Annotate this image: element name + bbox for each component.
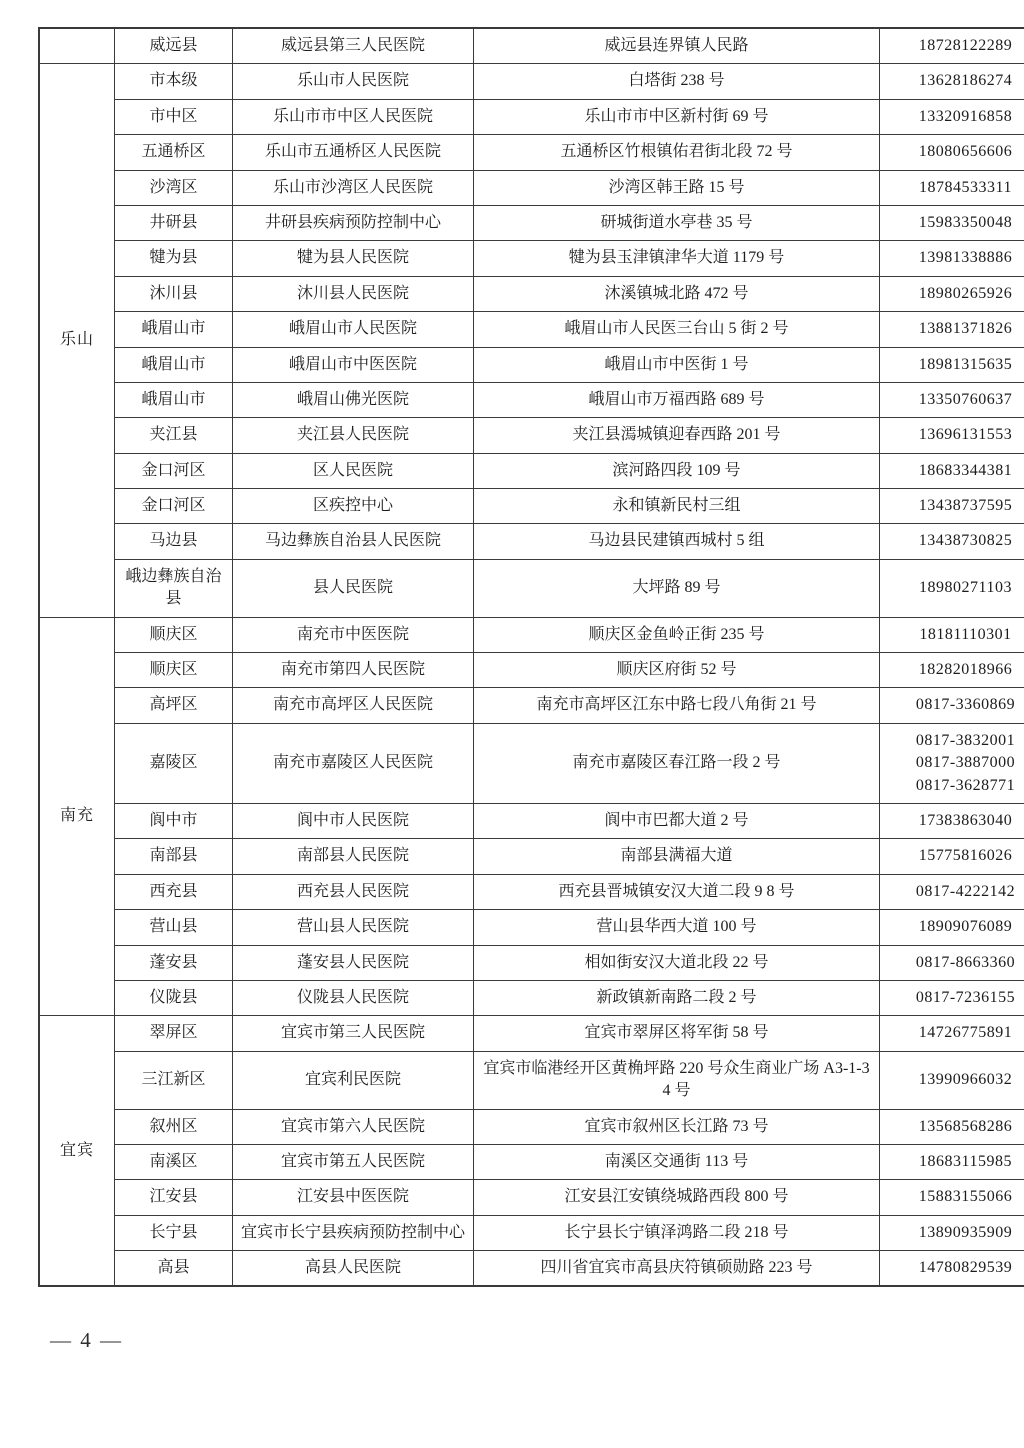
phone-number: 18282018966 bbox=[918, 661, 1013, 679]
table-row bbox=[39, 170, 1024, 205]
district-cell: 三江新区 bbox=[115, 1051, 233, 1109]
facility-cell: 宜宾市第三人民医院 bbox=[233, 1016, 474, 1051]
table-row bbox=[39, 64, 1024, 99]
phone-cell bbox=[880, 524, 1024, 559]
facility-cell: 乐山市沙湾区人民医院 bbox=[233, 170, 474, 205]
phone-cell bbox=[880, 205, 1024, 240]
phone-number: 0817-7236155 bbox=[915, 988, 1016, 1006]
district-cell: 南溪区 bbox=[115, 1144, 233, 1179]
district-cell: 翠屏区 bbox=[115, 1016, 233, 1051]
address-cell: 研城街道水亭巷 35 号 bbox=[474, 205, 880, 240]
phone-number: 18981315635 bbox=[918, 355, 1013, 373]
facility-cell: 乐山市市中区人民医院 bbox=[233, 99, 474, 134]
facility-table bbox=[38, 27, 1024, 1287]
facility-cell: 宜宾利民医院 bbox=[233, 1051, 474, 1109]
phone-number: 15775816026 bbox=[918, 847, 1013, 865]
address-cell: 大坪路 89 号 bbox=[474, 559, 880, 617]
phone-number: 15883155066 bbox=[918, 1188, 1013, 1206]
phone-cell bbox=[880, 803, 1024, 838]
district-cell: 叙州区 bbox=[115, 1109, 233, 1144]
district-cell: 嘉陵区 bbox=[115, 723, 233, 803]
address-cell: 犍为县玉津镇津华大道 1179 号 bbox=[474, 241, 880, 276]
table-row bbox=[39, 1109, 1024, 1144]
district-cell: 顺庆区 bbox=[115, 617, 233, 652]
phone-cell bbox=[880, 170, 1024, 205]
district-cell: 南部县 bbox=[115, 839, 233, 874]
phone-number: 13438730825 bbox=[918, 532, 1013, 550]
address-cell: 宜宾市叙州区长江路 73 号 bbox=[474, 1109, 880, 1144]
district-cell: 金口河区 bbox=[115, 453, 233, 488]
address-cell: 滨河路四段 109 号 bbox=[474, 453, 880, 488]
region-cell: 宜宾 bbox=[39, 1016, 115, 1287]
phone-cell bbox=[880, 910, 1024, 945]
table-row bbox=[39, 803, 1024, 838]
phone-cell bbox=[880, 382, 1024, 417]
phone-number: 13696131553 bbox=[918, 426, 1013, 444]
phone-cell bbox=[880, 312, 1024, 347]
address-cell: 南部县满福大道 bbox=[474, 839, 880, 874]
address-cell: 宜宾市翠屏区将军街 58 号 bbox=[474, 1016, 880, 1051]
region-cell: 南充 bbox=[39, 617, 115, 1016]
phone-number: 0817-8663360 bbox=[915, 953, 1016, 971]
district-cell: 威远县 bbox=[115, 28, 233, 64]
facility-cell: 南充市第四人民医院 bbox=[233, 653, 474, 688]
facility-cell: 西充县人民医院 bbox=[233, 874, 474, 909]
phone-cell bbox=[880, 489, 1024, 524]
table-row bbox=[39, 617, 1024, 652]
address-cell: 营山县华西大道 100 号 bbox=[474, 910, 880, 945]
address-cell: 乐山市市中区新村街 69 号 bbox=[474, 99, 880, 134]
district-cell: 峨眉山市 bbox=[115, 382, 233, 417]
address-cell: 顺庆区金鱼岭正街 235 号 bbox=[474, 617, 880, 652]
facility-cell: 夹江县人民医院 bbox=[233, 418, 474, 453]
phone-cell bbox=[880, 1144, 1024, 1179]
address-cell: 夹江县漹城镇迎春西路 201 号 bbox=[474, 418, 880, 453]
table-row bbox=[39, 418, 1024, 453]
phone-number: 0817-3832001 bbox=[915, 731, 1016, 749]
phone-cell bbox=[880, 1215, 1024, 1250]
phone-cell bbox=[880, 99, 1024, 134]
phone-number: 18980265926 bbox=[918, 284, 1013, 302]
phone-cell bbox=[880, 276, 1024, 311]
table-row bbox=[39, 1215, 1024, 1250]
address-cell: 南充市嘉陵区春江路一段 2 号 bbox=[474, 723, 880, 803]
phone-number: 0817-4222142 bbox=[915, 882, 1016, 900]
address-cell: 峨眉山市人民医三台山 5 街 2 号 bbox=[474, 312, 880, 347]
table-row bbox=[39, 312, 1024, 347]
region-cell: 乐山 bbox=[39, 64, 115, 617]
address-cell: 沐溪镇城北路 472 号 bbox=[474, 276, 880, 311]
district-cell: 犍为县 bbox=[115, 241, 233, 276]
table-row bbox=[39, 1144, 1024, 1179]
phone-cell bbox=[880, 723, 1024, 803]
phone-cell bbox=[880, 559, 1024, 617]
phone-number: 13890935909 bbox=[918, 1223, 1013, 1241]
district-cell: 营山县 bbox=[115, 910, 233, 945]
district-cell: 蓬安县 bbox=[115, 945, 233, 980]
district-cell: 西充县 bbox=[115, 874, 233, 909]
facility-cell: 乐山市五通桥区人民医院 bbox=[233, 135, 474, 170]
district-cell: 顺庆区 bbox=[115, 653, 233, 688]
phone-number: 13981338886 bbox=[918, 249, 1013, 267]
phone-number: 14726775891 bbox=[918, 1024, 1013, 1042]
address-cell: 威远县连界镇人民路 bbox=[474, 28, 880, 64]
phone-cell bbox=[880, 688, 1024, 723]
phone-number: 15983350048 bbox=[918, 213, 1013, 231]
table-row bbox=[39, 688, 1024, 723]
phone-cell bbox=[880, 241, 1024, 276]
phone-number: 18909076089 bbox=[918, 918, 1013, 936]
address-cell: 西充县晋城镇安汉大道二段 9 8 号 bbox=[474, 874, 880, 909]
phone-number: 18080656606 bbox=[918, 143, 1013, 161]
phone-number: 13320916858 bbox=[918, 107, 1013, 125]
district-cell: 阆中市 bbox=[115, 803, 233, 838]
facility-cell: 犍为县人民医院 bbox=[233, 241, 474, 276]
table-row bbox=[39, 1180, 1024, 1215]
table-row bbox=[39, 945, 1024, 980]
facility-cell: 南充市嘉陵区人民医院 bbox=[233, 723, 474, 803]
phone-cell bbox=[880, 980, 1024, 1015]
phone-number: 18728122289 bbox=[918, 37, 1013, 54]
district-cell: 市本级 bbox=[115, 64, 233, 99]
phone-cell bbox=[880, 347, 1024, 382]
table-row bbox=[39, 28, 1024, 64]
district-cell: 仪陇县 bbox=[115, 980, 233, 1015]
table-row bbox=[39, 1051, 1024, 1109]
address-cell: 永和镇新民村三组 bbox=[474, 489, 880, 524]
facility-cell: 江安县中医医院 bbox=[233, 1180, 474, 1215]
table-row bbox=[39, 839, 1024, 874]
table-row bbox=[39, 874, 1024, 909]
facility-cell: 南充市高坪区人民医院 bbox=[233, 688, 474, 723]
phone-cell bbox=[880, 1251, 1024, 1287]
address-cell: 阆中市巴都大道 2 号 bbox=[474, 803, 880, 838]
address-cell: 马边县民建镇西城村 5 组 bbox=[474, 524, 880, 559]
facility-cell: 阆中市人民医院 bbox=[233, 803, 474, 838]
address-cell: 四川省宜宾市高县庆符镇硕勋路 223 号 bbox=[474, 1251, 880, 1287]
phone-number: 18784533311 bbox=[919, 178, 1012, 196]
district-cell: 马边县 bbox=[115, 524, 233, 559]
address-cell: 新政镇新南路二段 2 号 bbox=[474, 980, 880, 1015]
phone-number: 13990966032 bbox=[918, 1070, 1013, 1088]
district-cell: 井研县 bbox=[115, 205, 233, 240]
address-cell: 沙湾区韩王路 15 号 bbox=[474, 170, 880, 205]
facility-cell: 营山县人民医院 bbox=[233, 910, 474, 945]
table-row bbox=[39, 559, 1024, 617]
table-row bbox=[39, 1016, 1024, 1051]
district-cell: 沐川县 bbox=[115, 276, 233, 311]
phone-number: 0817-3628771 bbox=[915, 776, 1016, 794]
phone-cell bbox=[880, 617, 1024, 652]
district-cell: 五通桥区 bbox=[115, 135, 233, 170]
district-cell: 长宁县 bbox=[115, 1215, 233, 1250]
district-cell: 市中区 bbox=[115, 99, 233, 134]
phone-number: 18980271103 bbox=[919, 579, 1012, 597]
facility-cell: 区人民医院 bbox=[233, 453, 474, 488]
facility-cell: 县人民医院 bbox=[233, 559, 474, 617]
region-cell bbox=[39, 28, 115, 64]
table-row bbox=[39, 489, 1024, 524]
phone-number: 13350760637 bbox=[918, 390, 1013, 408]
facility-cell: 沐川县人民医院 bbox=[233, 276, 474, 311]
table-row bbox=[39, 276, 1024, 311]
address-cell: 峨眉山市万福西路 689 号 bbox=[474, 382, 880, 417]
table-row bbox=[39, 205, 1024, 240]
table-row bbox=[39, 241, 1024, 276]
phone-cell bbox=[880, 28, 1024, 64]
facility-table-body bbox=[39, 28, 1024, 1286]
phone-number: 13568568286 bbox=[918, 1117, 1013, 1135]
facility-cell: 宜宾市第五人民医院 bbox=[233, 1144, 474, 1179]
table-row bbox=[39, 524, 1024, 559]
phone-number: 18683344381 bbox=[918, 461, 1013, 479]
district-cell: 高县 bbox=[115, 1251, 233, 1287]
phone-cell bbox=[880, 874, 1024, 909]
facility-cell: 区疾控中心 bbox=[233, 489, 474, 524]
phone-cell bbox=[880, 1109, 1024, 1144]
phone-number: 0817-3887000 bbox=[915, 754, 1016, 772]
district-cell: 峨眉山市 bbox=[115, 312, 233, 347]
facility-cell: 乐山市人民医院 bbox=[233, 64, 474, 99]
district-cell: 高坪区 bbox=[115, 688, 233, 723]
table-row bbox=[39, 1251, 1024, 1287]
district-cell: 江安县 bbox=[115, 1180, 233, 1215]
phone-number: 13438737595 bbox=[918, 497, 1013, 515]
phone-cell bbox=[880, 653, 1024, 688]
facility-cell: 高县人民医院 bbox=[233, 1251, 474, 1287]
table-row bbox=[39, 453, 1024, 488]
phone-number: 18181110301 bbox=[919, 625, 1012, 643]
address-cell: 江安县江安镇绕城路西段 800 号 bbox=[474, 1180, 880, 1215]
district-cell: 夹江县 bbox=[115, 418, 233, 453]
facility-cell: 仪陇县人民医院 bbox=[233, 980, 474, 1015]
facility-cell: 蓬安县人民医院 bbox=[233, 945, 474, 980]
phone-cell bbox=[880, 1180, 1024, 1215]
facility-cell: 宜宾市第六人民医院 bbox=[233, 1109, 474, 1144]
district-cell: 峨边彝族自治县 bbox=[115, 559, 233, 617]
facility-cell: 南充市中医医院 bbox=[233, 617, 474, 652]
facility-cell: 峨眉山佛光医院 bbox=[233, 382, 474, 417]
address-cell: 南充市高坪区江东中路七段八角街 21 号 bbox=[474, 688, 880, 723]
phone-number: 17383863040 bbox=[918, 811, 1013, 829]
table-row bbox=[39, 99, 1024, 134]
phone-cell bbox=[880, 135, 1024, 170]
address-cell: 峨眉山市中医街 1 号 bbox=[474, 347, 880, 382]
address-cell: 顺庆区府街 52 号 bbox=[474, 653, 880, 688]
address-cell: 长宁县长宁镇泽鸿路二段 218 号 bbox=[474, 1215, 880, 1250]
page-number: — 4 — bbox=[50, 1328, 123, 1352]
district-cell: 峨眉山市 bbox=[115, 347, 233, 382]
facility-cell: 马边彝族自治县人民医院 bbox=[233, 524, 474, 559]
table-row bbox=[39, 723, 1024, 803]
facility-cell: 峨眉山市中医医院 bbox=[233, 347, 474, 382]
phone-cell bbox=[880, 418, 1024, 453]
facility-cell: 宜宾市长宁县疾病预防控制中心 bbox=[233, 1215, 474, 1250]
phone-number: 13628186274 bbox=[918, 72, 1013, 90]
facility-cell: 峨眉山市人民医院 bbox=[233, 312, 474, 347]
table-row bbox=[39, 910, 1024, 945]
phone-cell bbox=[880, 1016, 1024, 1051]
district-cell: 沙湾区 bbox=[115, 170, 233, 205]
table-row bbox=[39, 135, 1024, 170]
phone-number: 0817-3360869 bbox=[915, 696, 1016, 714]
table-row bbox=[39, 980, 1024, 1015]
table-row bbox=[39, 653, 1024, 688]
phone-cell bbox=[880, 1051, 1024, 1109]
address-cell: 白塔街 238 号 bbox=[474, 64, 880, 99]
phone-cell bbox=[880, 945, 1024, 980]
table-row bbox=[39, 382, 1024, 417]
facility-cell: 威远县第三人民医院 bbox=[233, 28, 474, 64]
phone-number: 13881371826 bbox=[918, 320, 1013, 338]
district-cell: 金口河区 bbox=[115, 489, 233, 524]
phone-number: 14780829539 bbox=[918, 1259, 1013, 1277]
address-cell: 宜宾市临港经开区黄桷坪路 220 号众生商业广场 A3-1-34 号 bbox=[474, 1051, 880, 1109]
address-cell: 相如街安汉大道北段 22 号 bbox=[474, 945, 880, 980]
address-cell: 五通桥区竹根镇佑君街北段 72 号 bbox=[474, 135, 880, 170]
facility-cell: 井研县疾病预防控制中心 bbox=[233, 205, 474, 240]
phone-cell bbox=[880, 453, 1024, 488]
address-cell: 南溪区交通街 113 号 bbox=[474, 1144, 880, 1179]
facility-cell: 南部县人民医院 bbox=[233, 839, 474, 874]
phone-cell bbox=[880, 839, 1024, 874]
phone-cell bbox=[880, 64, 1024, 99]
phone-number: 18683115985 bbox=[919, 1152, 1012, 1170]
table-row bbox=[39, 347, 1024, 382]
